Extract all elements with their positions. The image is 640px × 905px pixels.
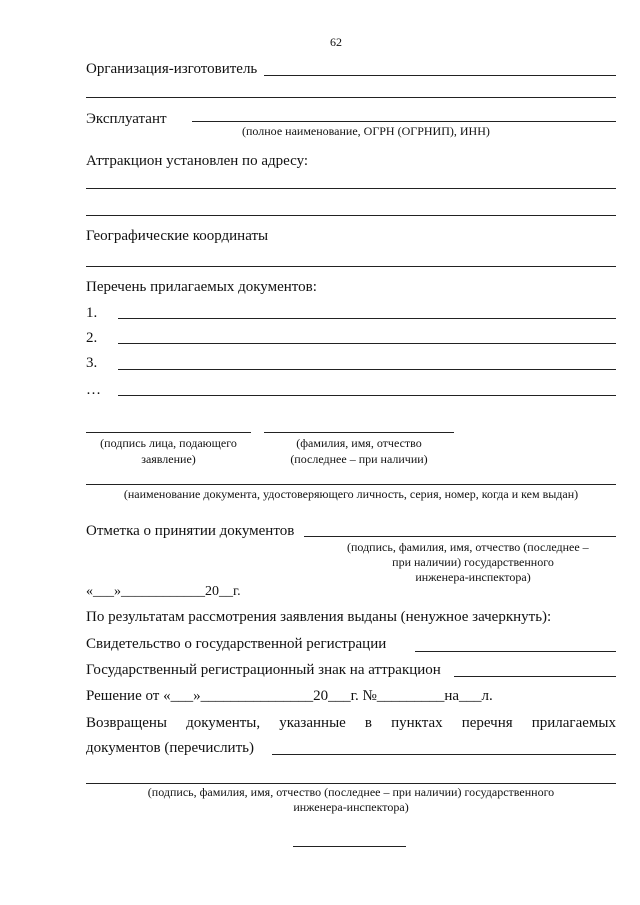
inspector-hint-1: (подпись, фамилия, имя, отчество (последнее – при наличии) государственного	[147, 785, 555, 799]
returned-word: пунктах	[391, 715, 443, 731]
page-number: 62	[330, 35, 342, 49]
certificate-label: Свидетельство о государственной регистрации	[86, 636, 387, 652]
coordinates-field[interactable]	[86, 266, 616, 267]
id-document-hint: (наименование документа, удостоверяющего личность, серия, номер, когда и кем выдан)	[123, 487, 579, 501]
operator-hint: (полное наименование, ОГРН (ОГРНИП), ИНН)	[242, 124, 490, 138]
applicant-signature-field[interactable]	[86, 432, 251, 433]
operator-field[interactable]	[192, 121, 616, 122]
returned-word: документы,	[186, 715, 261, 731]
returned-word: Возвращены	[86, 715, 167, 731]
certificate-field[interactable]	[415, 651, 616, 652]
inspector-signature-field[interactable]	[86, 783, 616, 784]
returned-word: перечня	[461, 715, 513, 731]
document-item-field[interactable]	[118, 343, 616, 344]
address-field-1[interactable]	[86, 188, 616, 189]
applicant-signature-hint-2: заявление)	[141, 452, 196, 466]
document-item-number: 1.	[86, 305, 98, 321]
returned-word: прилагаемых	[531, 715, 616, 731]
address-field-2[interactable]	[86, 215, 616, 216]
returned-word: в	[364, 715, 372, 731]
coordinates-label: Географические координаты	[86, 228, 269, 244]
document-item-number: 2.	[86, 330, 98, 346]
applicant-signature-hint-1: (подпись лица, подающего	[100, 436, 237, 450]
acceptance-hint-2: при наличии) государственного	[392, 555, 554, 569]
document-item-number: 3.	[86, 355, 98, 371]
inspector-hint-2: инженера-инспектора)	[293, 800, 409, 814]
applicant-name-field[interactable]	[264, 432, 454, 433]
acceptance-label: Отметка о принятии документов	[86, 523, 295, 539]
manufacturer-label: Организация-изготовитель	[86, 61, 258, 77]
document-item-field[interactable]	[118, 318, 616, 319]
manufacturer-field-2[interactable]	[86, 97, 616, 98]
footer-divider	[293, 846, 406, 847]
address-label: Аттракцион установлен по адресу:	[86, 153, 309, 169]
acceptance-field[interactable]	[304, 536, 616, 537]
document-item-field[interactable]	[118, 369, 616, 370]
documents-label: Перечень прилагаемых документов:	[86, 279, 317, 295]
registration-sign-label: Государственный регистрационный знак на аттракцион	[86, 662, 441, 678]
applicant-name-hint-2: (последнее – при наличии)	[290, 452, 428, 466]
id-document-field[interactable]	[86, 484, 616, 485]
acceptance-date: «___»____________20__г.	[86, 584, 241, 599]
acceptance-hint-1: (подпись, фамилия, имя, отчество (последнее –	[347, 540, 589, 554]
manufacturer-field[interactable]	[264, 75, 616, 76]
document-item-field[interactable]	[118, 395, 616, 396]
document-item-number: …	[86, 382, 101, 398]
returned-documents-field[interactable]	[272, 754, 616, 755]
applicant-name-hint-1: (фамилия, имя, отчество	[296, 436, 422, 450]
registration-sign-field[interactable]	[454, 676, 616, 677]
acceptance-hint-3: инженера-инспектора)	[415, 570, 531, 584]
operator-label: Эксплуатант	[86, 111, 167, 127]
decision-line: Решение от «___»_______________20___г. №_________на___л.	[86, 688, 493, 704]
returned-word: указанные	[279, 715, 346, 731]
returned-documents-line-1	[86, 715, 616, 732]
returned-documents-line-2: документов (перечислить)	[86, 740, 254, 756]
results-heading: По результатам рассмотрения заявления выданы (ненужное зачеркнуть):	[86, 609, 552, 625]
